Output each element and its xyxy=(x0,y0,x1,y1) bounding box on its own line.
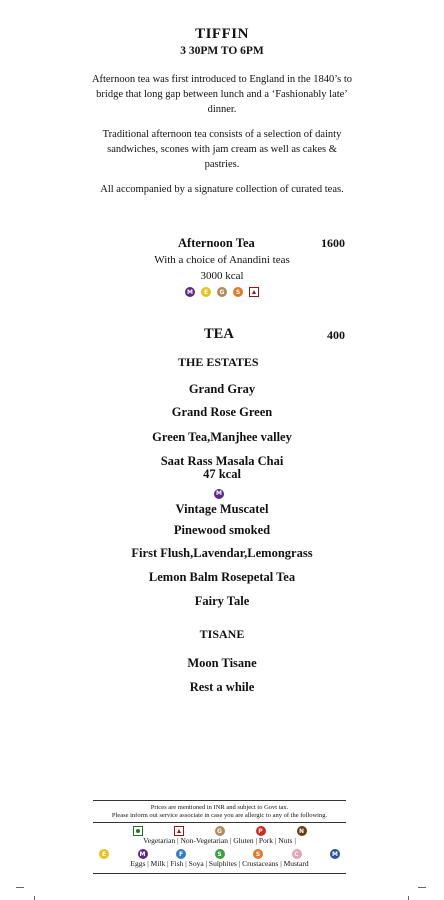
afternoon-tea-price: 1600 xyxy=(321,236,345,250)
tea-item-vintage-muscatel: Vintage Muscatel xyxy=(175,502,269,516)
milk-icon: M xyxy=(185,287,195,297)
price-note: Prices are mentioned in INR and subject to Govt tax. xyxy=(150,804,289,811)
menu-hours: 3 30PM TO 6PM xyxy=(180,45,264,57)
eggs-icon: E xyxy=(99,849,109,859)
milk-icon: M xyxy=(214,489,224,499)
afternoon-tea-kcal: 3000 kcal xyxy=(200,270,244,282)
tea-item-lemon-balm: Lemon Balm Rosepetal Tea xyxy=(148,570,296,584)
tea-item-saat-rass: Saat Rass Masala Chai xyxy=(160,454,284,468)
gluten-icon: G xyxy=(217,287,227,297)
mustard-icon: M xyxy=(330,849,340,859)
intro-paragraph-1: Afternoon tea was first introduced to England in the 1840’s to bridge that long gap between lunch and a ‘Fashionably late’ dinner. xyxy=(91,74,353,115)
gluten-icon: G xyxy=(215,826,225,836)
tea-section-price: 400 xyxy=(327,328,345,342)
intro-paragraph-3: All accompanied by a signature collection of curated teas. xyxy=(100,184,344,195)
crop-mark xyxy=(34,896,35,900)
legend-text-row-2: Eggs | Milk | Fish | Soya | Sulphites | Crustaceans | Mustard xyxy=(130,859,309,868)
soya-icon: S xyxy=(215,849,225,859)
tea-item-pinewood-smoked: Pinewood smoked xyxy=(173,523,271,537)
tea-item-fairy-tale: Fairy Tale xyxy=(194,594,250,608)
tea-item-saat-rass-allergens xyxy=(214,482,224,500)
allergen-legend xyxy=(93,800,346,874)
afternoon-tea-allergens xyxy=(0,287,444,297)
non-vegetarian-icon xyxy=(174,826,184,836)
crustaceans-icon: C xyxy=(292,849,302,859)
tisane-item-moon: Moon Tisane xyxy=(187,656,257,670)
milk-icon: M xyxy=(138,849,148,859)
tea-item-green-tea: Green Tea,Manjhee valley xyxy=(152,430,292,444)
tea-item-saat-rass-kcal: 47 kcal xyxy=(203,467,241,481)
legend-text-row-1: Vegetarian | Non-Vegetarian | Gluten | Pork | Nuts | xyxy=(143,836,296,845)
allergy-note: Please inform out service associate in case you are allergic to any of the following. xyxy=(111,812,328,819)
legend-icons-row-1 xyxy=(93,826,346,836)
non-vegetarian-icon xyxy=(249,287,259,297)
afternoon-tea-description: With a choice of Anandini teas xyxy=(154,254,290,266)
nuts-icon: N xyxy=(297,826,307,836)
tea-section-heading: TEA xyxy=(204,326,234,342)
tisane-item-rest: Rest a while xyxy=(189,680,255,694)
legend-icons-row-2 xyxy=(93,849,346,859)
fish-icon: F xyxy=(176,849,186,859)
sulphites-icon: S xyxy=(253,849,263,859)
sulphites-icon: S xyxy=(233,287,243,297)
crop-mark xyxy=(408,896,409,900)
tea-item-first-flush: First Flush,Lavendar,Lemongrass xyxy=(131,546,313,560)
eggs-icon: E xyxy=(201,287,211,297)
tea-item-grand-gray: Grand Gray xyxy=(188,382,256,396)
pork-icon: P xyxy=(256,826,266,836)
intro-paragraph-2: Traditional afternoon tea consists of a selection of dainty sandwiches, scones with jam cream as well as cakes & pastries. xyxy=(102,129,342,170)
estates-heading: THE ESTATES xyxy=(178,355,259,369)
tea-item-grand-rose-green: Grand Rose Green xyxy=(171,405,273,419)
tisane-heading: TISANE xyxy=(199,627,245,641)
menu-title: TIFFIN xyxy=(195,26,249,42)
legend-divider xyxy=(93,822,346,823)
crop-mark xyxy=(16,887,24,888)
afternoon-tea-name: Afternoon Tea xyxy=(178,236,255,250)
crop-mark xyxy=(418,887,426,888)
vegetarian-icon xyxy=(133,826,143,836)
